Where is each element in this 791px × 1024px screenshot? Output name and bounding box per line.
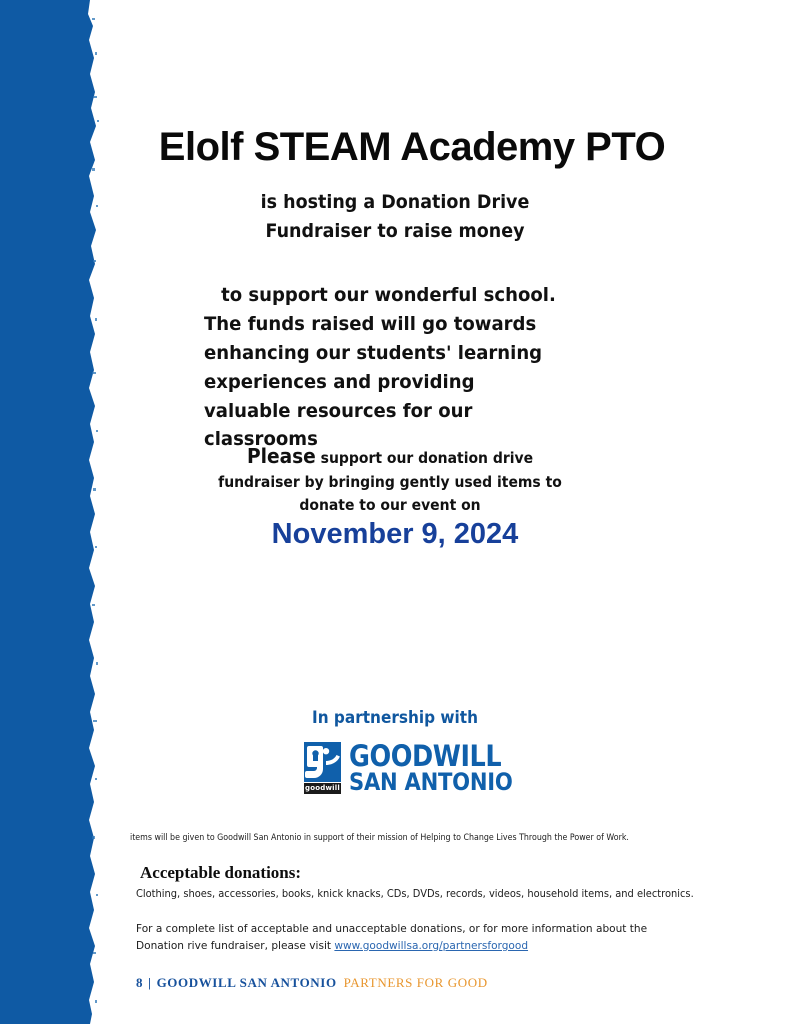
flyer-subheading <box>135 188 656 245</box>
please-emphasis: Please <box>246 444 316 468</box>
footer-brand: GOODWILL SAN ANTONIO <box>156 975 337 990</box>
flyer-body-paragraph: to support our wonderful school. The funds raised will go towards enhancing our students' learning experiences and providing valuable resources for our classrooms <box>204 284 556 451</box>
band-solid-fill <box>0 0 86 1024</box>
flyer-title: Elolf STEAM Academy PTO <box>158 124 666 169</box>
goodwill-san-antonio-logo <box>304 739 535 797</box>
goodwill-smile-g-icon <box>304 742 341 794</box>
subheading-line-1: is hosting a Donation Drive <box>260 191 530 213</box>
acceptable-donations-heading: Acceptable donations: <box>140 863 302 882</box>
logo-face-glyph-icon <box>304 742 341 782</box>
left-blue-band <box>0 0 112 1024</box>
wordmark-goodwill: GOODWILL <box>349 739 502 773</box>
in-partnership-with-label: In partnership with <box>312 708 478 728</box>
band-torn-edge-icon <box>78 0 112 1024</box>
logo-goodwill-caption: goodwill <box>305 784 340 792</box>
mission-note: items will be given to Goodwill San Antonio in support of their mission of Helping to Change Lives Through the Power of Work. <box>130 833 629 843</box>
footer-tagline: PARTNERS FOR GOOD <box>343 975 488 990</box>
acceptable-donations-list: Clothing, shoes, accessories, books, knick knacks, CDs, DVDs, records, videos, household items, and electronics. <box>136 888 694 900</box>
flyer-content <box>112 0 791 1024</box>
footer-page-number: 8 <box>136 975 144 990</box>
band-speckles-icon <box>92 18 99 1003</box>
footer-separator: | <box>148 975 152 990</box>
event-date: November 9, 2024 <box>271 518 519 550</box>
more-information-text <box>136 921 674 954</box>
more-information-sentence: For a complete list of acceptable and unacceptable donations, or for more information about the Donation rive fundraiser, please visit <box>136 922 648 952</box>
goodwill-partners-for-good-link[interactable]: www.goodwillsa.org/partnersforgood <box>334 938 529 952</box>
flyer-please-paragraph <box>204 441 576 516</box>
wordmark-san-antonio: SAN ANTONIO <box>349 768 513 797</box>
subheading-line-2: Fundraiser to raise money <box>265 219 525 242</box>
goodwill-wordmark <box>349 739 513 797</box>
please-remainder: support our donation drive fundraiser by bringing gently used items to donate to our event on <box>218 449 562 514</box>
page-footer <box>136 975 488 991</box>
